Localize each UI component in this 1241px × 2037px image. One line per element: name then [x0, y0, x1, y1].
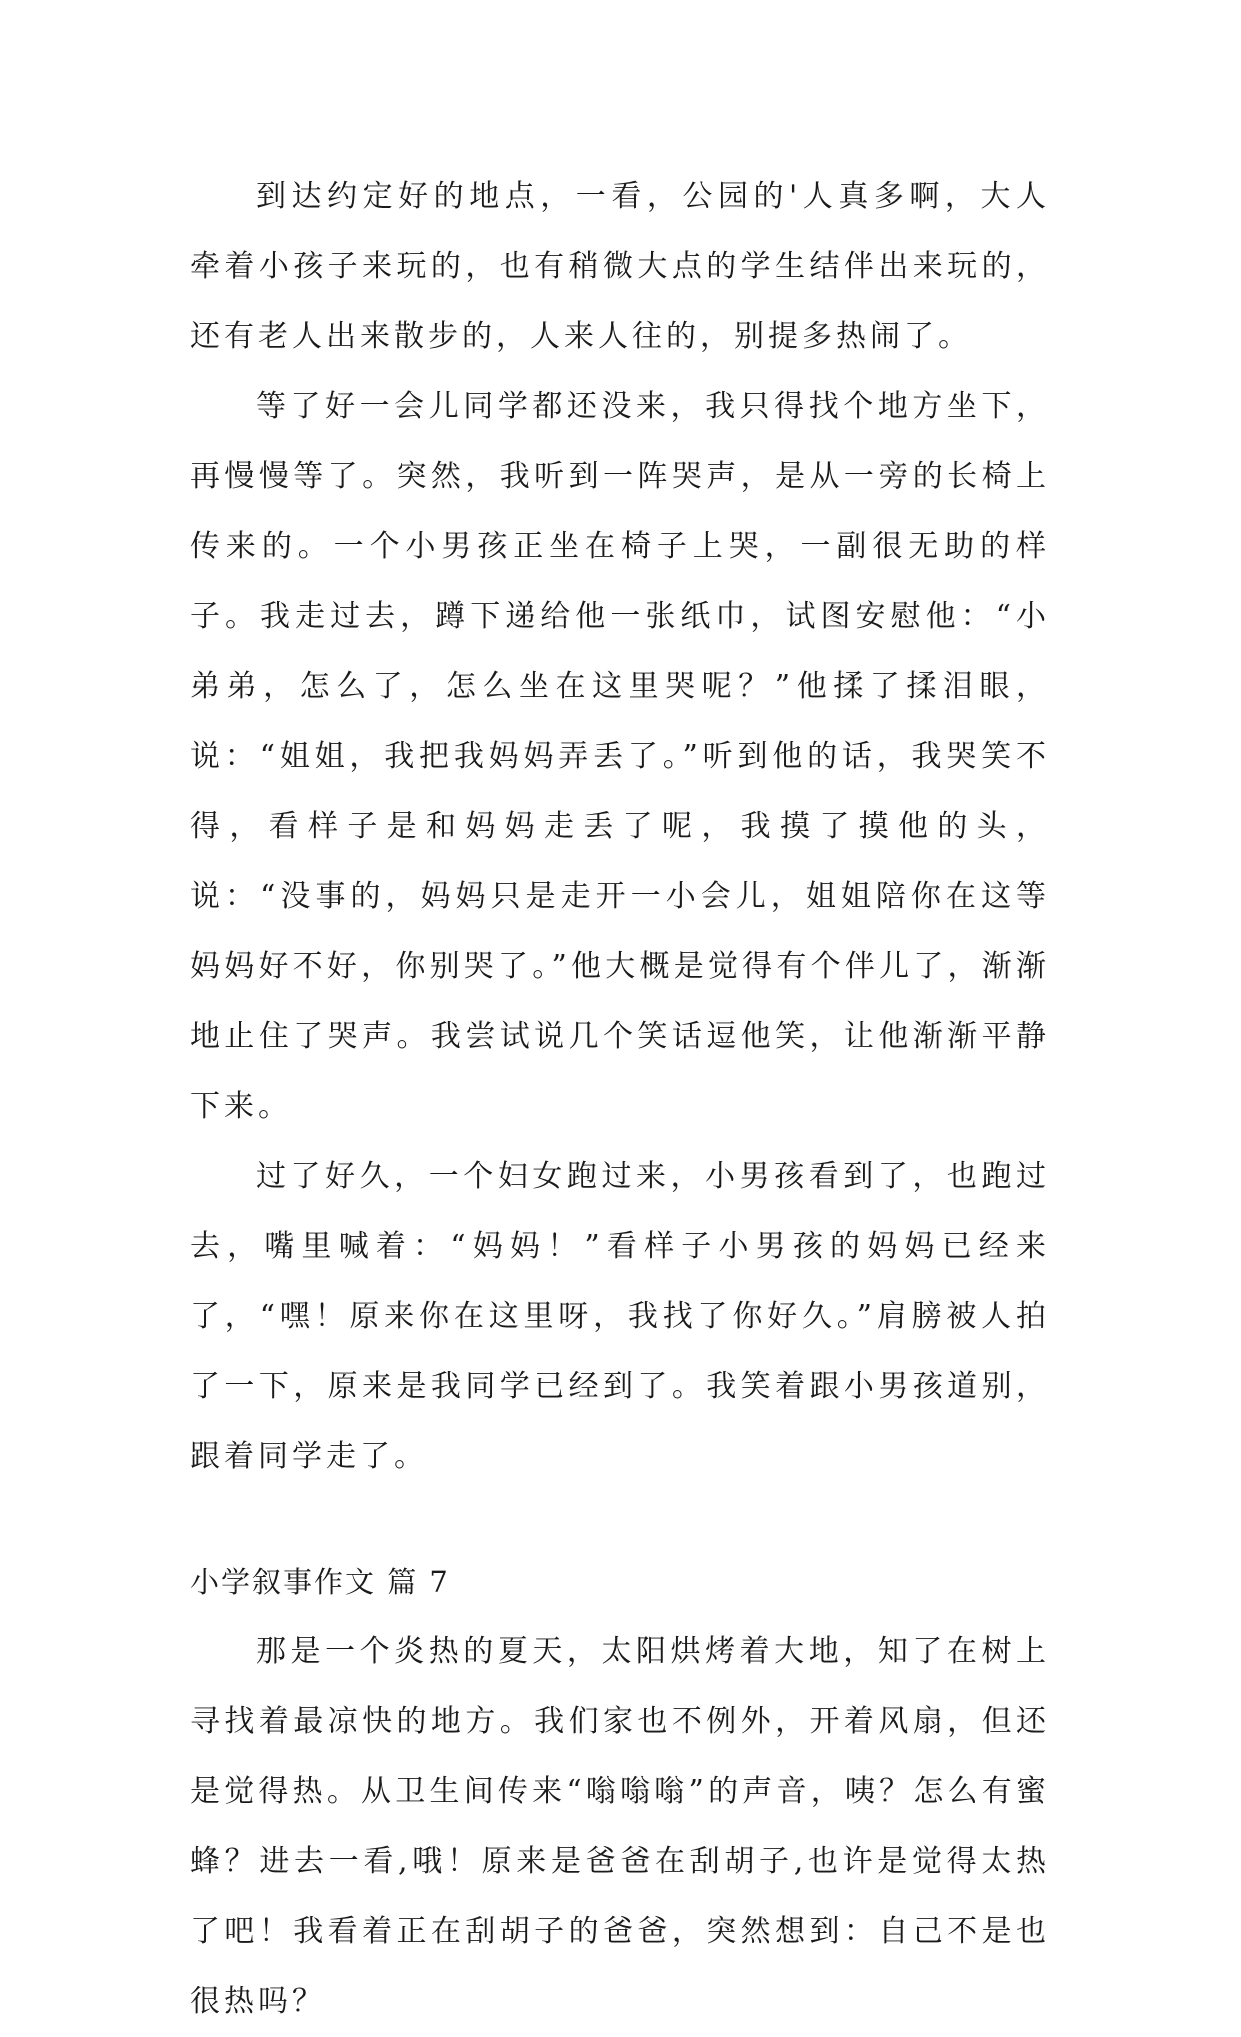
section-heading: 小学叙事作文 篇 7 — [190, 1565, 450, 1599]
paragraph-crying-boy: 等了好一会儿同学都还没来，我只得找个地方坐下，再慢慢等了。突然，我听到一阵哭声，是从一旁的长椅上传来的。一个小男孩正坐在椅子上哭，一副很无助的样子。我走过去，蹲下递给他一张纸巾，试图安慰他：“小弟弟，怎么了，怎么坐在这里哭呢？”他揉了揉泪眼，说：“姐姐，我把我妈妈弄丢了。”听到他的话，我哭笑不得，看样子是和妈妈走丢了呢，我摸了摸他的头，说：“没事的，妈妈只是走开一小会儿，姐姐陪你在这等妈妈好不好，你别哭了。”他大概是觉得有个伴儿了，渐渐地止住了哭声。我尝试说几个笑话逗他笑，让他渐渐平静下来。 — [190, 389, 1050, 1124]
document-body — [190, 162, 1050, 2037]
paragraph-arrival: 到达约定好的地点，一看，公园的'人真多啊，大人牵着小孩子来玩的，也有稍微大点的学生结伴出来玩的，还有老人出来散步的，人来人往的，别提多热闹了。 — [190, 179, 1050, 354]
paragraph-summer-day: 那是一个炎热的夏天，太阳烘烤着大地，知了在树上寻找着最凉快的地方。我们家也不例外，开着风扇，但还是觉得热。从卫生间传来“嗡嗡嗡”的声音，咦？怎么有蜜蜂？进去一看,哦！原来是爸爸在刮胡子,也许是觉得太热了吧！我看着正在刮胡子的爸爸，突然想到：自己不是也很热吗？ — [190, 1634, 1050, 2019]
paragraph-mother-arrives: 过了好久，一个妇女跑过来，小男孩看到了，也跑过去，嘴里喊着：“妈妈！”看样子小男孩的妈妈已经来了，“嘿！原来你在这里呀，我找了你好久。”肩膀被人拍了一下，原来是我同学已经到了。我笑着跟小男孩道别，跟着同学走了。 — [190, 1159, 1050, 1474]
